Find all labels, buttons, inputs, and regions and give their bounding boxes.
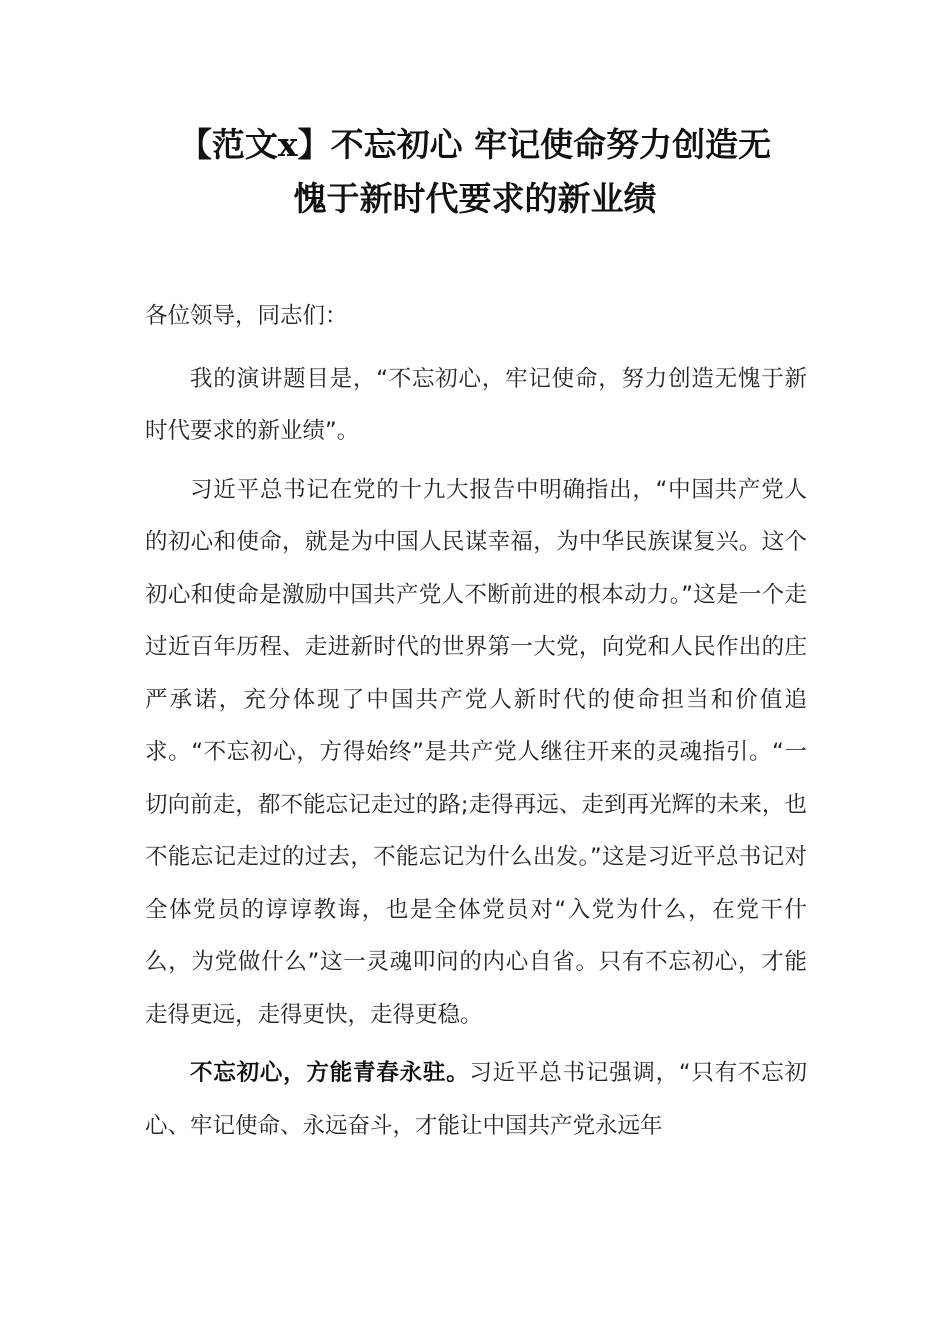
paragraph-1-text: 我的演讲题目是，“不忘初心，牢记使命，努力创造无愧于新时代要求的新业绩”。	[145, 365, 807, 444]
paragraph-2-text: 习近平总书记在党的十九大报告中明确指出，“中国共产党人的初心和使命，就是为中国人民谋幸福，为中华民族谋复兴。这个初心和使命是激励中国共产党人不断前进的根本动力。”这是一个走过近百年历程、走进新时代的世界第一大党，向党和人民作出的庄严承诺，充分体现了中国共产党人新时代的使命担当和价值追求。“不忘初心，方得始终”是共产党人继往开来的灵魂指引。“一切向前走，都不能忘记走过的路;走得再远、走到再光辉的未来，也不能忘记走过的过去，不能忘记为什么出发。”这是习近平总书记对全体党员的谆谆教诲，也是全体党员对“入党为什么，在党干什么，为党做什么”这一灵魂叩问的内心自省。只有不忘初心，才能走得更远，走得更快，走得更稳。	[145, 476, 807, 1028]
paragraph-3	[145, 1047, 807, 1152]
paragraph-3-lead: 不忘初心，方能青春永驻。	[190, 1060, 470, 1086]
greeting: 各位领导，同志们：	[145, 303, 348, 329]
document-title	[110, 118, 840, 226]
paragraph-3-text: 习近平总书记强调，“只有不忘初心、牢记使命、永远奋斗，才能让中国共产党永远年	[145, 1060, 807, 1139]
paragraph-1	[145, 353, 807, 458]
paragraph-2	[145, 464, 807, 1042]
title-line-2: 愧于新时代要求的新业绩	[293, 179, 657, 218]
document-body	[145, 290, 807, 1158]
title-line-1: 【范文x】不忘初心 牢记使命努力创造无	[178, 125, 772, 164]
